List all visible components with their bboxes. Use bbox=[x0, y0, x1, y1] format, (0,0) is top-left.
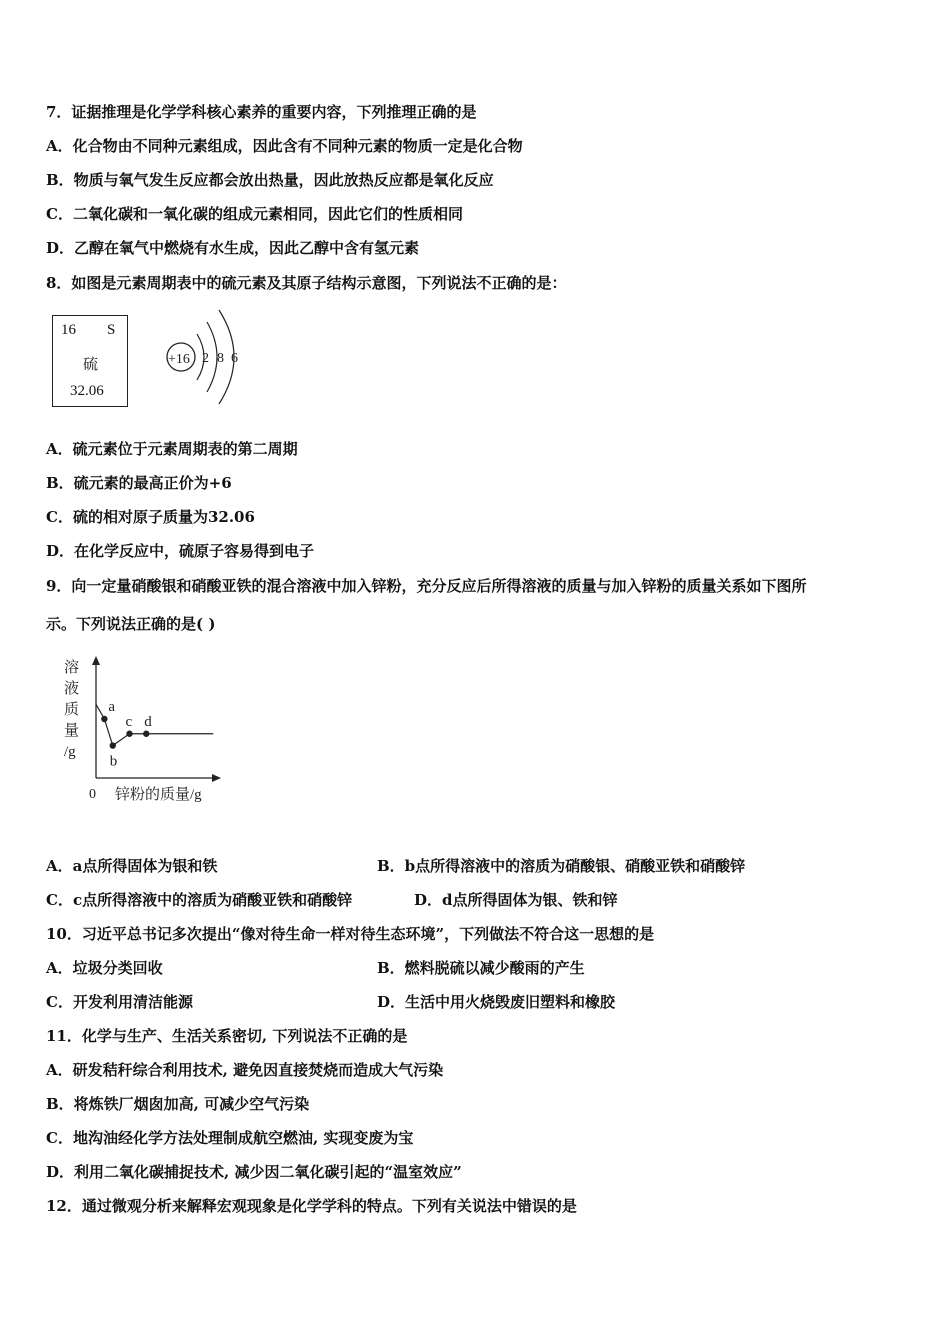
q10-stem: 10．习近平总书记多次提出“像对待生命一样对待生态环境”，下列做法不符合这一思想的是 bbox=[46, 925, 655, 943]
q8-stem: 8．如图是元素周期表中的硫元素及其原子结构示意图，下列说法不正确的是： bbox=[46, 274, 567, 292]
atomic-number: 16 bbox=[61, 322, 76, 338]
data-point-label-d: d bbox=[144, 713, 152, 730]
q7-option-a: A．化合物由不同种元素组成，因此含有不同种元素的物质一定是化合物 bbox=[46, 137, 523, 155]
q10-option-d: D．生活中用火烧毁废旧塑料和橡胶 bbox=[377, 993, 616, 1011]
y-axis-arrow bbox=[92, 656, 100, 665]
data-point-c bbox=[126, 731, 132, 737]
element-name: 硫 bbox=[83, 357, 99, 373]
q8-option-d: D．在化学反应中，硫原子容易得到电子 bbox=[46, 542, 315, 560]
x-axis-arrow bbox=[212, 774, 221, 782]
data-point-label-c: c bbox=[125, 713, 133, 730]
shell-electrons-1: 2 bbox=[202, 351, 209, 366]
q8-option-b: B．硫元素的最高正价为+6 bbox=[46, 474, 232, 492]
nucleus-charge: +16 bbox=[168, 352, 190, 367]
origin-label: 0 bbox=[89, 787, 96, 802]
data-point-label-a: a bbox=[108, 699, 116, 715]
q12-stem: 12．通过微观分析来解释宏观现象是化学学科的特点。下列有关说法中错误的是 bbox=[46, 1197, 577, 1215]
q10-option-b: B．燃料脱硫以减少酸雨的产生 bbox=[377, 959, 585, 977]
y-axis-label-char: 量 bbox=[64, 723, 80, 739]
y-axis-label-char: /g bbox=[64, 744, 76, 760]
atomic-mass: 32.06 bbox=[70, 383, 104, 399]
q11-option-a: A．研发秸秆综合利用技术, 避免因直接焚烧而造成大气污染 bbox=[46, 1061, 444, 1079]
q11-option-c: C．地沟油经化学方法处理制成航空燃油, 实现变废为宝 bbox=[46, 1129, 414, 1147]
q10-option-c: C．开发利用清洁能源 bbox=[46, 993, 193, 1011]
data-point-b bbox=[110, 742, 116, 748]
q9-option-d: D．d点所得固体为银、铁和锌 bbox=[414, 891, 618, 909]
q9-option-c: C．c点所得溶液中的溶质为硝酸亚铁和硝酸锌 bbox=[46, 891, 353, 909]
q9-option-a: A．a点所得固体为银和铁 bbox=[46, 857, 218, 875]
atom-structure-diagram bbox=[155, 300, 255, 415]
y-axis-label-char: 质 bbox=[64, 702, 80, 718]
data-point-a bbox=[101, 716, 107, 722]
shell-electrons-3: 6 bbox=[231, 351, 238, 366]
q11-option-b: B．将炼铁厂烟囱加高, 可减少空气污染 bbox=[46, 1095, 310, 1113]
y-axis-label-char: 液 bbox=[64, 681, 80, 697]
q11-stem: 11．化学与生产、生活关系密切, 下列说法不正确的是 bbox=[46, 1027, 408, 1045]
data-point-label-b: b bbox=[109, 753, 118, 770]
q8-option-c: C．硫的相对原子质量为32.06 bbox=[46, 508, 255, 526]
q7-option-d: D．乙醇在氧气中燃烧有水生成，因此乙醇中含有氢元素 bbox=[46, 239, 420, 257]
q8-option-a: A．硫元素位于元素周期表的第二周期 bbox=[46, 440, 298, 458]
q9-stem-line2: 示。下列说法正确的是( ) bbox=[46, 615, 216, 633]
y-axis-label bbox=[64, 659, 79, 760]
x-axis-label: 锌粉的质量/g bbox=[115, 787, 202, 803]
q9-option-b: B．b点所得溶液中的溶质为硝酸银、硝酸亚铁和硝酸锌 bbox=[377, 857, 746, 875]
zinc-solution-mass-chart bbox=[55, 652, 235, 812]
q7-option-c: C．二氧化碳和一氧化碳的组成元素相同，因此它们的性质相同 bbox=[46, 205, 463, 223]
element-symbol: S bbox=[107, 322, 116, 338]
data-point-d bbox=[143, 731, 149, 737]
y-axis-label-char: 溶 bbox=[64, 660, 80, 676]
q11-option-d: D．利用二氧化碳捕捉技术, 减少因二氧化碳引起的“温室效应” bbox=[46, 1163, 462, 1181]
q9-stem-line1: 9．向一定量硝酸银和硝酸亚铁的混合溶液中加入锌粉，充分反应后所得溶液的质量与加入锌粉的质量关系如下图所 bbox=[46, 577, 807, 595]
q7-stem: 7．证据推理是化学学科核心素养的重要内容，下列推理正确的是 bbox=[46, 103, 477, 121]
periodic-table-cell bbox=[52, 315, 128, 407]
q7-option-b: B．物质与氧气发生反应都会放出热量，因此放热反应都是氧化反应 bbox=[46, 171, 494, 189]
q10-option-a: A．垃圾分类回收 bbox=[46, 959, 163, 977]
shell-electrons-2: 8 bbox=[217, 351, 224, 366]
